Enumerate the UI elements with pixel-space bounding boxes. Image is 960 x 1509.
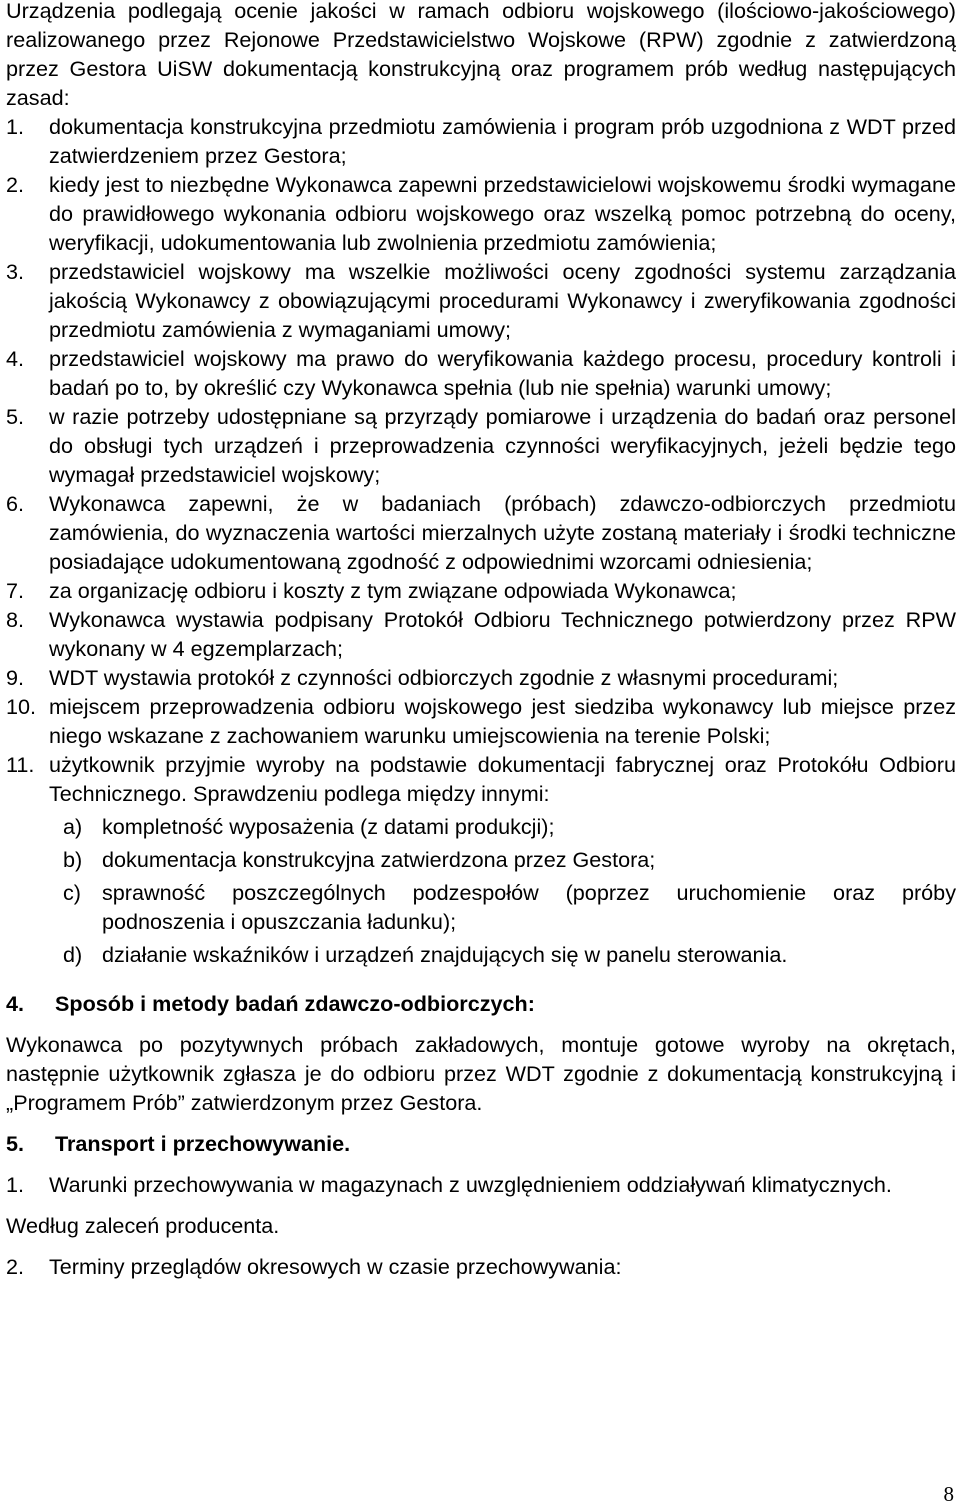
item-number: 2. bbox=[6, 172, 25, 197]
section-4-paragraph: Wykonawca po pozytywnych próbach zakładowych, montuje gotowe wyroby na okrętach, następnie użytkownik zgłasza je do odbioru przez WDT zgodnie z dokumentacją konstrukcyjną i „Programem Prób” zatwierdzonym przez Gestora. bbox=[6, 1032, 956, 1115]
section-title: Transport i przechowywanie. bbox=[55, 1131, 351, 1156]
item-text: w razie potrzeby udostępniane są przyrządy pomiarowe i urządzenia do badań oraz personel do obsługi tych urządzeń i przeprowadzenia czynności weryfikacyjnych, jeżeli będzie tego wymagał przedstawiciel wojskowy; bbox=[49, 404, 956, 487]
list-item bbox=[6, 489, 956, 576]
item-text: Warunki przechowywania w magazynach z uwzględnieniem oddziaływań klimatycznych. bbox=[49, 1172, 892, 1197]
rules-list bbox=[6, 112, 956, 973]
section-title: Sposób i metody badań zdawczo-odbiorczych: bbox=[55, 991, 535, 1016]
item-text: Wykonawca wystawia podpisany Protokół Odbioru Technicznego potwierdzony przez RPW wykonany w 4 egzemplarzach; bbox=[49, 607, 956, 661]
list-item bbox=[6, 402, 956, 489]
list-item bbox=[6, 605, 956, 663]
item-text: Wykonawca zapewni, że w badaniach (próbach) zdawczo-odbiorczych przedmiotu zamówienia, do wyznaczenia wartości mierzalnych użyte zostaną materiały i środki techniczne posiadające udokumentowaną zgodność z odpowiednimi wzorcami odniesienia; bbox=[49, 491, 956, 574]
checks-sublist bbox=[49, 812, 956, 969]
list-item bbox=[6, 170, 956, 257]
item-number: 8. bbox=[6, 607, 25, 632]
list-item bbox=[6, 750, 956, 973]
item-number: 11. bbox=[6, 752, 35, 777]
item-number: 1. bbox=[6, 1172, 25, 1197]
intro-paragraph: Urządzenia podlegają ocenie jakości w ramach odbioru wojskowego (ilościowo-jakościowego) realizowanego przez Rejonowe Przedstawicielstwo Wojskowe (RPW) zgodnie z zatwierdzoną przez Gestora UiSW dokumentacją konstrukcyjną oraz programem prób według następujących zasad: bbox=[6, 0, 956, 110]
document-page bbox=[6, 0, 956, 1281]
item-number: 7. bbox=[6, 578, 25, 603]
item-text: miejscem przeprowadzenia odbioru wojskowego jest siedziba wykonawcy lub miejsce przez niego wskazane z zachowaniem warunku umiejscowienia na terenie Polski; bbox=[49, 694, 956, 748]
subitem-letter: b) bbox=[63, 847, 83, 872]
section-number: 4. bbox=[6, 991, 25, 1016]
sublist-item bbox=[63, 940, 956, 969]
item-text: Terminy przeglądów okresowych w czasie przechowywania: bbox=[49, 1254, 622, 1279]
section-4-heading bbox=[6, 989, 956, 1018]
item-number: 2. bbox=[6, 1254, 25, 1279]
item-number: 6. bbox=[6, 491, 25, 516]
subitem-text: kompletność wyposażenia (z datami produkcji); bbox=[102, 814, 555, 839]
list-item bbox=[6, 257, 956, 344]
section-number: 5. bbox=[6, 1131, 25, 1156]
item-body bbox=[49, 750, 956, 973]
subitem-letter: d) bbox=[63, 942, 83, 967]
list-item bbox=[6, 1252, 956, 1281]
item-text: użytkownik przyjmie wyroby na podstawie dokumentacji fabrycznej oraz Protokółu Odbioru Technicznego. Sprawdzeniu podlega między innymi: bbox=[49, 752, 956, 806]
sublist-item bbox=[63, 845, 956, 874]
item-number: 3. bbox=[6, 259, 25, 284]
recommendation-text: Według zaleceń producenta. bbox=[6, 1213, 280, 1238]
subitem-letter: a) bbox=[63, 814, 83, 839]
page-number: 8 bbox=[943, 1482, 954, 1506]
item-text: dokumentacja konstrukcyjna przedmiotu zamówienia i program prób uzgodniona z WDT przed zatwierdzeniem przez Gestora; bbox=[49, 114, 956, 168]
item-number: 4. bbox=[6, 346, 25, 371]
subitem-text: sprawność poszczególnych podzespołów (poprzez uruchomienie oraz próby podnoszenia i opuszczania ładunku); bbox=[102, 880, 956, 934]
list-item bbox=[6, 692, 956, 750]
subitem-text: dokumentacja konstrukcyjna zatwierdzona przez Gestora; bbox=[102, 847, 656, 872]
item-number: 1. bbox=[6, 114, 25, 139]
sublist-item bbox=[63, 812, 956, 841]
list-item bbox=[6, 344, 956, 402]
item-number: 5. bbox=[6, 404, 25, 429]
item-text: za organizację odbioru i koszty z tym związane odpowiada Wykonawca; bbox=[49, 578, 737, 603]
list-item bbox=[6, 663, 956, 692]
section-5-heading bbox=[6, 1129, 956, 1158]
list-item bbox=[6, 1170, 956, 1199]
item-text: przedstawiciel wojskowy ma wszelkie możliwości oceny zgodności systemu zarządzania jakością Wykonawcy z obowiązującymi procedurami Wykonawcy i zweryfikowania zgodności przedmiotu zamówienia z wymaganiami umowy; bbox=[49, 259, 956, 342]
item-number: 9. bbox=[6, 665, 25, 690]
subitem-text: działanie wskaźników i urządzeń znajdujących się w panelu sterowania. bbox=[102, 942, 788, 967]
item-text: kiedy jest to niezbędne Wykonawca zapewni przedstawicielowi wojskowemu środki wymagane do prawidłowego wykonania odbioru wojskowego oraz wszelką pomoc potrzebną do oceny, weryfikacji, udokumentowania lub zwolnienia przedmiotu zamówienia; bbox=[49, 172, 956, 255]
subitem-letter: c) bbox=[63, 880, 81, 905]
sublist-item bbox=[63, 878, 956, 936]
item-text: WDT wystawia protokół z czynności odbiorczych zgodnie z własnymi procedurami; bbox=[49, 665, 839, 690]
list-item bbox=[6, 112, 956, 170]
item-text: przedstawiciel wojskowy ma prawo do weryfikowania każdego procesu, procedury kontroli i badań po to, by określić czy Wykonawca spełnia (lub nie spełnia) warunki umowy; bbox=[49, 346, 956, 400]
list-item bbox=[6, 576, 956, 605]
item-number: 10. bbox=[6, 694, 37, 719]
